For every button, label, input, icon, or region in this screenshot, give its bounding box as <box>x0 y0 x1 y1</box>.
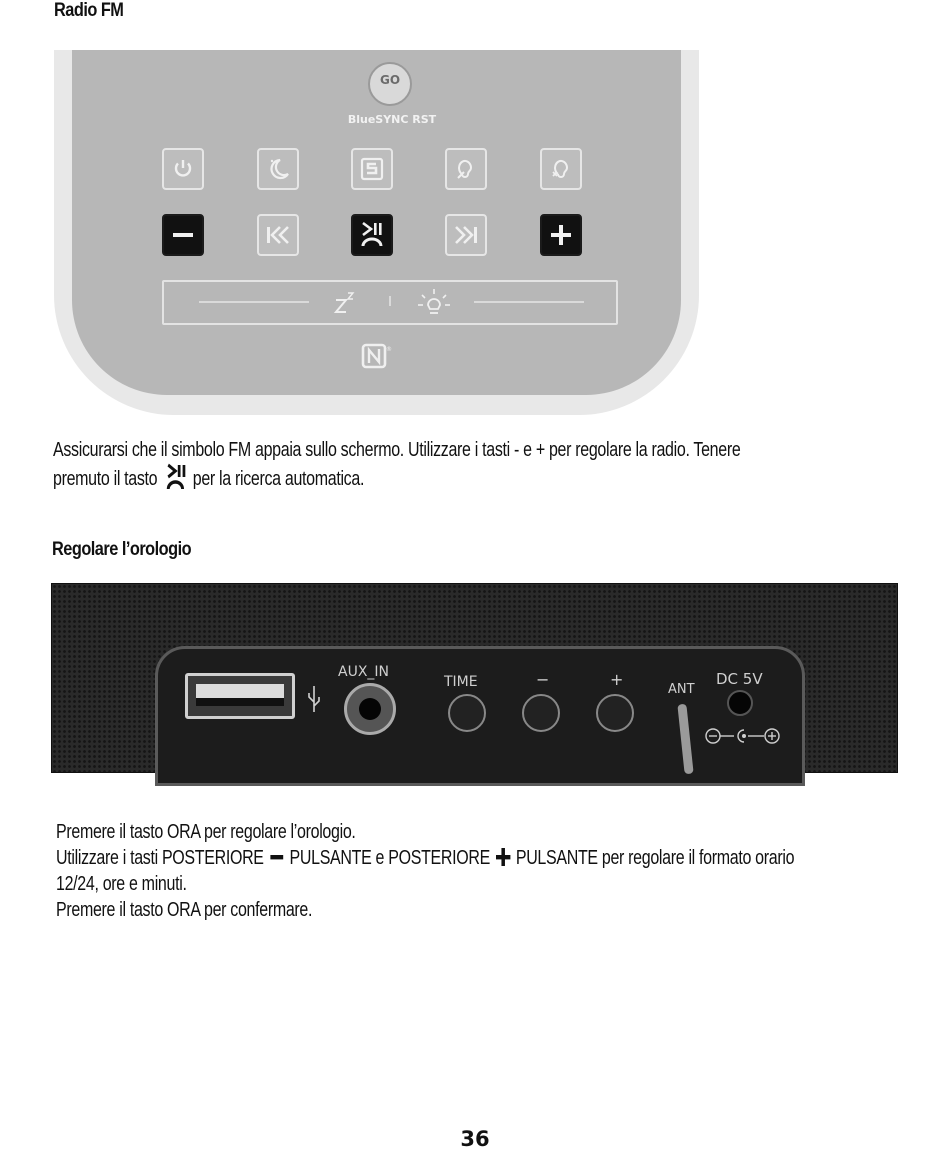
radio-fm-line-2b: per la ricerca automatica. <box>192 468 365 490</box>
minus-label: − <box>536 670 550 689</box>
rear-plus-button[interactable] <box>596 694 634 732</box>
ant-label: ANT <box>668 682 695 697</box>
svg-text:®: ® <box>386 346 392 353</box>
source-button[interactable] <box>351 148 393 190</box>
radio-fm-line-2 <box>53 463 740 492</box>
s-icon <box>359 156 385 182</box>
clock-line-2c: PULSANTE per regolare il formato orario <box>515 847 795 869</box>
plus-icon <box>494 847 512 867</box>
prev-icon <box>264 223 292 247</box>
clock-line-1: Premere il tasto ORA per regolare l’orologio. <box>56 821 356 843</box>
plus-button[interactable] <box>540 214 582 256</box>
radio-fm-line-2a: premuto il tasto <box>53 468 158 490</box>
clock-line-2a: Utilizzare i tasti POSTERIORE <box>56 847 264 869</box>
clock-instructions <box>56 819 794 923</box>
power-button[interactable] <box>162 148 204 190</box>
ear-icon <box>453 156 479 182</box>
minus-icon <box>170 222 196 248</box>
clock-line-2 <box>56 845 794 871</box>
section-heading-clock: Regolare l’orologio <box>52 539 192 560</box>
radio-fm-instructions <box>53 437 740 492</box>
next-icon <box>452 223 480 247</box>
device-top-panel-photo <box>54 50 699 415</box>
bulb-icon <box>416 287 452 319</box>
dc-jack <box>727 690 753 716</box>
section-heading-radio-fm: Radio FM <box>54 0 124 21</box>
device-rear-panel-photo <box>51 583 898 773</box>
strip-graphics <box>164 282 616 323</box>
time-label: TIME <box>444 674 478 690</box>
aux-jack <box>344 683 396 735</box>
polarity-icon <box>704 726 784 746</box>
power-icon <box>171 157 195 181</box>
time-button[interactable] <box>448 694 486 732</box>
rear-minus-button[interactable] <box>522 694 560 732</box>
touch-strip[interactable] <box>162 280 618 325</box>
play-pause-button[interactable] <box>351 214 393 256</box>
moon-icon <box>265 156 291 182</box>
minus-icon <box>268 847 286 867</box>
clock-line-2b: PULSANTE e POSTERIORE <box>289 847 490 869</box>
brand-logo <box>368 62 412 106</box>
next-button[interactable] <box>445 214 487 256</box>
play-pause-icon <box>359 220 385 250</box>
model-name: BlueSYNC RST <box>347 113 437 126</box>
zz-icon <box>334 290 356 316</box>
radio-fm-line-1: Assicurarsi che il simbolo FM appaia sullo schermo. Utilizzare i tasti - e + per regolare la radio. Tenere <box>53 439 741 461</box>
voice-button[interactable] <box>445 148 487 190</box>
ear-alt-icon <box>548 156 574 182</box>
usb-port <box>185 673 295 719</box>
panel-surface <box>72 50 681 395</box>
dc-label: DC 5V <box>716 670 763 688</box>
sleep-button[interactable] <box>257 148 299 190</box>
plus-label: + <box>610 670 624 689</box>
clock-line-4: Premere il tasto ORA per confermare. <box>56 899 313 921</box>
aux-label: AUX_IN <box>338 664 390 680</box>
previous-button[interactable] <box>257 214 299 256</box>
plus-icon <box>548 222 574 248</box>
brand-logo-text: GO <box>379 73 401 87</box>
play-pause-icon <box>161 463 188 491</box>
page-number: 36 <box>460 1127 490 1151</box>
usb-icon <box>306 684 322 714</box>
nfc-icon <box>361 343 391 369</box>
voice-alt-button[interactable] <box>540 148 582 190</box>
minus-button[interactable] <box>162 214 204 256</box>
clock-line-3: 12/24, ore e minuti. <box>56 873 187 895</box>
